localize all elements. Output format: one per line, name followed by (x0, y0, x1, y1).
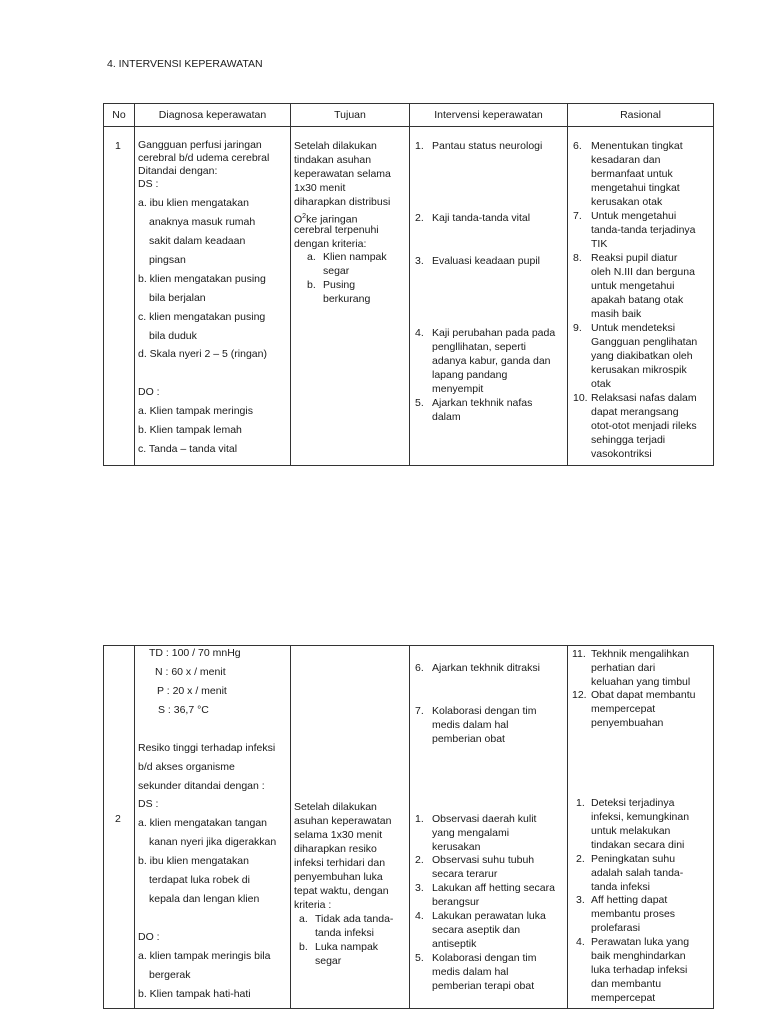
text-line: berangsur (432, 896, 480, 908)
text-line: S : 36,7 °C (158, 704, 209, 716)
list-marker: 3. (415, 882, 424, 894)
text-line: perhatian dari (591, 662, 656, 674)
list-marker: 2. (415, 854, 424, 866)
page-heading: 4. INTERVENSI KEPERAWATAN (107, 58, 263, 70)
text-line: segar (323, 265, 350, 277)
text-line: 1x30 menit (294, 182, 346, 194)
text-line: secara aseptik dan (432, 924, 521, 936)
table-row (104, 127, 714, 466)
text-line: pengllihatan, seperti (432, 341, 526, 353)
text-line: kerusakan otak (591, 196, 663, 208)
text-line: sehingga terjadi (591, 434, 666, 446)
text-line: Setelah dilakukan (294, 801, 377, 813)
text-line: membantu proses (591, 908, 676, 920)
text-line: Kolaborasi dengan tim (432, 952, 537, 964)
text-line: DS : (138, 178, 159, 190)
text-line: diharapkan distribusi (294, 196, 391, 208)
text-line: c. klien mengatakan pusing (138, 311, 266, 323)
text-line: c. Tanda – tanda vital (138, 443, 238, 455)
rasional-cell (568, 127, 713, 465)
text-line: selama 1x30 menit (294, 829, 383, 841)
list-marker: 5. (415, 397, 424, 409)
text-line: infeksi terhidari dan (294, 857, 386, 869)
text-line: tindakan secara dini (591, 839, 685, 851)
intervensi-cell (410, 127, 567, 465)
text-line: Tekhnik mengalihkan (591, 648, 690, 660)
list-marker: 4. (576, 936, 585, 948)
list-marker: 1. (415, 140, 424, 152)
text-line: Kolaborasi dengan tim (432, 705, 537, 717)
list-marker: b. (307, 279, 316, 291)
text-line: Menentukan tingkat (591, 140, 683, 152)
text-line: Pusing (323, 279, 356, 291)
text-line: asuhan keperawatan (294, 815, 392, 827)
text-line: otak (591, 378, 611, 390)
list-marker: a. (307, 251, 316, 263)
text-line: b. klien mengatakan pusing (138, 273, 266, 285)
nursing-intervention-table-2 (103, 645, 714, 1009)
text-line: Evaluasi keadaan pupil (432, 255, 540, 267)
list-marker: 1. (576, 797, 585, 809)
text-line: Luka nampak (315, 941, 379, 953)
list-marker: 4. (415, 910, 424, 922)
text-line: kanan nyeri jika digerakkan (149, 836, 277, 848)
text-line: pingsan (149, 254, 186, 266)
text-line: a. Klien tampak meringis (138, 405, 253, 417)
text-line: Tidak ada tanda- (315, 913, 394, 925)
text-line: luka terhadap infeksi (591, 964, 688, 976)
text-line: Obat dapat membantu (591, 689, 696, 701)
text-line: anaknya masuk rumah (149, 216, 256, 228)
text-line: b. ibu klien mengatakan (138, 855, 249, 867)
text-line: Observasi daerah kulit (432, 813, 537, 825)
text-line: sakit dalam keadaan (149, 235, 246, 247)
text-line: Perawatan luka yang (591, 936, 690, 948)
text-line: Lakukan perawatan luka (432, 910, 546, 922)
text-line: kesadaran dan (591, 154, 661, 166)
nursing-intervention-table-1 (103, 103, 714, 466)
text-line: Setelah dilakukan (294, 140, 377, 152)
text-line: adalah salah tanda- (591, 867, 684, 879)
list-marker: b. (299, 941, 308, 953)
text-line: Ajarkan tekhnik nafas (432, 397, 533, 409)
text-line: tanda infeksi (315, 927, 374, 939)
text-line: a. klien mengatakan tangan (138, 817, 268, 829)
text-line: cerebral b/d udema cerebral (138, 152, 270, 164)
text-line: berkurang (323, 293, 371, 305)
text-line: N : 60 x / menit (155, 666, 226, 678)
text-line: DS : (138, 798, 159, 810)
text-line: Gangguan penglihatan (591, 336, 698, 348)
table-header-row (104, 104, 714, 127)
text-line: penyembuhan luka (294, 871, 383, 883)
list-marker: 10. (573, 392, 588, 404)
text-line: bila berjalan (149, 292, 206, 304)
text-line: penyembuahan (591, 717, 664, 729)
text-line: yang mengalami (432, 827, 510, 839)
text-line: bila duduk (149, 330, 197, 342)
text-line: Gangguan perfusi jaringan (138, 139, 262, 151)
row-number: 1 (115, 140, 121, 152)
text-line: bergerak (149, 969, 191, 981)
text-line: prolefarasi (591, 922, 641, 934)
text-line: a. ibu klien mengatakan (138, 197, 249, 209)
text-line: Peningkatan suhu (591, 853, 676, 865)
text-line: Ajarkan tekhnik ditraksi (432, 662, 540, 674)
text-line: vasokontriksi (591, 448, 652, 460)
text-line: mempercepat (591, 703, 656, 715)
text-line: oleh N.III dan berguna (591, 266, 695, 278)
text-line: Ditandai dengan: (138, 165, 218, 177)
text-line: adanya kabur, ganda dan (432, 355, 551, 367)
intervensi-cell (410, 646, 567, 1008)
list-marker: 12. (572, 689, 587, 701)
text-line: d. Skala nyeri 2 – 5 (ringan) (138, 348, 267, 360)
text-line: untuk mengetahui (591, 280, 675, 292)
text-line: kerusakan mikrospik (591, 364, 687, 376)
header-no: No (104, 104, 135, 127)
text-line: kriteria : (294, 899, 332, 911)
text-line: tindakan asuhan (294, 154, 372, 166)
text-line: DO : (138, 931, 160, 943)
text-line: kerusakan (432, 841, 481, 853)
list-marker: 7. (573, 210, 582, 222)
text-line: menyempit (432, 383, 484, 395)
text-line: medis dalam hal (432, 719, 509, 731)
text-line: Untuk mendeteksi (591, 322, 676, 334)
text-line: tepat waktu, dengan (294, 885, 389, 897)
text-line: Aff hetting dapat (591, 894, 668, 906)
text-line: terdapat luka robek di (149, 874, 250, 886)
list-marker: a. (299, 913, 308, 925)
diagnosa-cell (135, 127, 290, 465)
list-marker: 1. (415, 813, 424, 825)
list-marker: 5. (415, 952, 424, 964)
text-line: Resiko tinggi terhadap infeksi (138, 742, 276, 754)
text-line: dengan kriteria: (294, 238, 367, 250)
list-marker: 9. (573, 322, 582, 334)
text-line: yang diakibatkan oleh (591, 350, 693, 362)
table-row (104, 646, 714, 1009)
text-line: b. Klien tampak hati-hati (138, 988, 251, 1000)
row-number: 2 (115, 813, 121, 825)
header-intervensi: Intervensi keperawatan (410, 104, 568, 127)
list-marker: 6. (415, 662, 424, 674)
list-marker: 7. (415, 705, 424, 717)
text-line: tanda infeksi (591, 881, 650, 893)
text-line: baik menghindarkan (591, 950, 686, 962)
text-line: P : 20 x / menit (157, 685, 227, 697)
list-marker: 2. (415, 212, 424, 224)
text-line: untuk melakukan (591, 825, 671, 837)
text-line: medis dalam hal (432, 966, 509, 978)
text-line: DO : (138, 386, 160, 398)
list-marker: 3. (576, 894, 585, 906)
text-line: kepala dan lengan klien (149, 893, 260, 905)
text-line: pemberian terapi obat (432, 980, 535, 992)
tujuan-cell (291, 646, 409, 1008)
list-marker: 4. (415, 327, 424, 339)
rasional-cell (568, 646, 713, 1008)
text-line: sekunder ditandai dengan : (138, 780, 265, 792)
list-marker: 11. (572, 648, 586, 660)
list-marker: 3. (415, 255, 424, 267)
text-line: Lakukan aff hetting secara (432, 882, 555, 894)
list-marker: 2. (576, 853, 585, 865)
text-line: diharapkan resiko (294, 843, 377, 855)
text-line: apakah batang otak (591, 294, 684, 306)
text-line: segar (315, 955, 342, 967)
text-line: Relaksasi nafas dalam (591, 392, 697, 404)
text-line: pemberian obat (432, 733, 505, 745)
text-line: dalam (432, 411, 461, 423)
text-line: Kaji perubahan pada pada (432, 327, 556, 339)
text-line: tanda-tanda terjadinya (591, 224, 696, 236)
text-line: keperawatan selama (294, 168, 391, 180)
text-line: dapat merangsang (591, 406, 679, 418)
header-rasional: Rasional (568, 104, 714, 127)
text-line: a. klien tampak meringis bila (138, 950, 271, 962)
text-line: keluahan yang timbul (591, 676, 691, 688)
text-line: antiseptik (432, 938, 477, 950)
text-line: Reaksi pupil diatur (591, 252, 678, 264)
diagnosa-cell (135, 646, 290, 1008)
text-line: TIK (591, 238, 608, 250)
text-line: secara terarur (432, 868, 498, 880)
text-line: mengetahui tingkat (591, 182, 680, 194)
text-line: dan membantu (591, 978, 662, 990)
text-line: masih baik (591, 308, 642, 320)
text-line: b. Klien tampak lemah (138, 424, 242, 436)
header-tujuan: Tujuan (291, 104, 410, 127)
text-line: Observasi suhu tubuh (432, 854, 535, 866)
list-marker: 8. (573, 252, 582, 264)
text-line: Pantau status neurologi (432, 140, 543, 152)
tujuan-cell (291, 127, 409, 465)
text-line: b/d akses organisme (138, 761, 235, 773)
text-line: $O^2ke$ jaringan (294, 213, 358, 226)
text-line: Klien nampak (323, 251, 387, 263)
text-line: bermanfaat untuk (591, 168, 673, 180)
text-line: Deteksi terjadinya (591, 797, 675, 809)
subscript-2: 2 (302, 213, 307, 220)
text-line: TD : 100 / 70 mnHg (149, 647, 241, 659)
list-marker: 6. (573, 140, 582, 152)
text-line: lapang pandang (432, 369, 508, 381)
header-diagnosa: Diagnosa keperawatan (135, 104, 291, 127)
text-line: infeksi, kemungkinan (591, 811, 690, 823)
text-line: Untuk mengetahui (591, 210, 677, 222)
text-line: Kaji tanda-tanda vital (432, 212, 531, 224)
text-line: cerebral terpenuhi (294, 224, 379, 236)
text-line: otot-otot menjadi rileks (591, 420, 697, 432)
text-line: mempercepat (591, 992, 656, 1004)
